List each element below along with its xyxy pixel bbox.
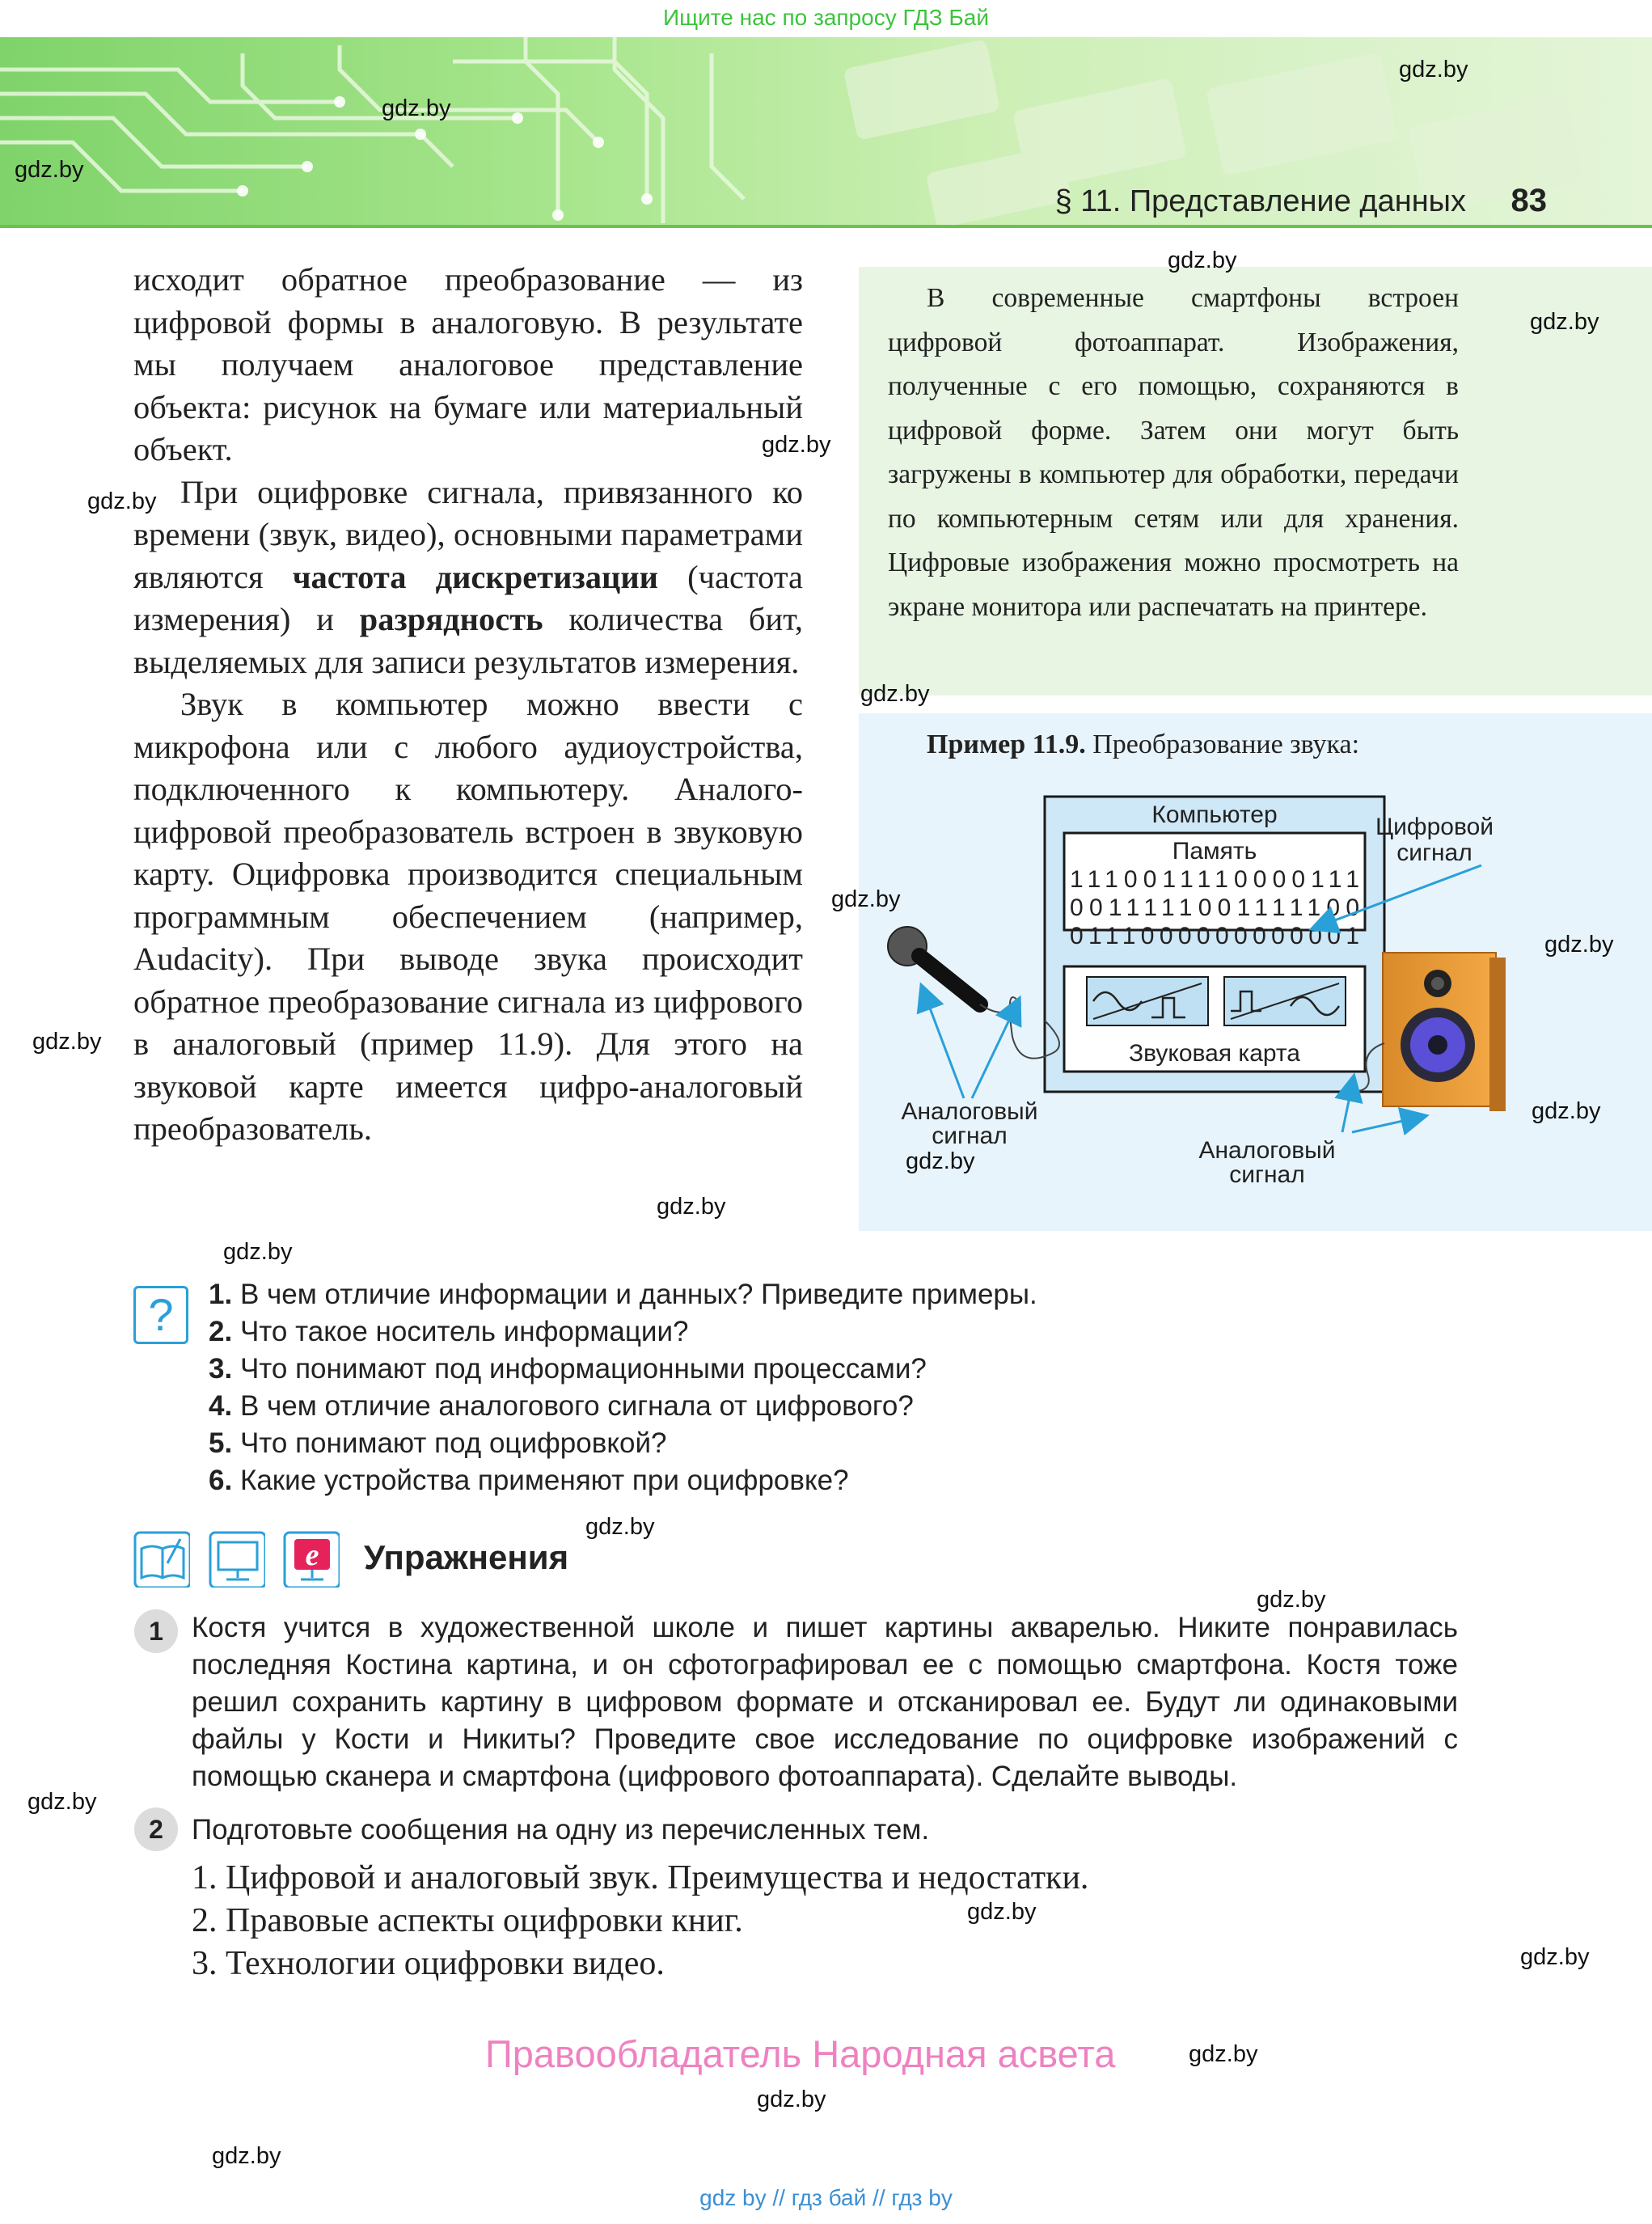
analog-signal-left-label-2: сигнал <box>932 1123 1008 1149</box>
watermark: gdz.by <box>27 1789 97 1815</box>
watermark: gdz.by <box>585 1514 655 1540</box>
copyright-notice: Правообладатель Народная асвета <box>485 2032 1116 2075</box>
watermark: gdz.by <box>1399 57 1468 82</box>
top-search-note: Ищите нас по запросу ГДЗ Бай <box>662 5 990 30</box>
memory-label: Память <box>1172 838 1257 865</box>
sound-conversion-diagram <box>859 776 1652 1229</box>
example-title: Пример 11.9. Преобразование звука: <box>927 729 1360 759</box>
analog-signal-left-label-1: Аналоговый <box>901 1098 1038 1125</box>
exercise-1-badge: 1 <box>134 1609 178 1653</box>
main-paragraph-1: исходит обратное преобразование — из цифровой формы в аналоговую. В результате мы получаем аналоговое представление объекта: рисунок на бумаге или материальный объект. <box>133 261 803 467</box>
watermark: gdz.by <box>1257 1587 1326 1613</box>
header-rule <box>0 225 1652 228</box>
digital-signal-label-2: сигнал <box>1396 839 1472 866</box>
watermark: gdz.by <box>87 488 157 514</box>
watermark: gdz.by <box>212 2143 281 2169</box>
term-bit-depth: разрядность <box>359 601 543 637</box>
list-item: 1. Цифровой и аналоговый звук. Преимущества и недостатки. <box>192 1859 1089 1896</box>
computer-icon <box>209 1531 265 1588</box>
watermark: gdz.by <box>382 95 451 121</box>
watermark: gdz.by <box>32 1029 102 1055</box>
question-list <box>209 1276 1037 1499</box>
watermark: gdz.by <box>1544 932 1614 958</box>
binary-line-1: 1110011110000111 <box>1070 866 1359 893</box>
arrow-analog-left-2 <box>972 1000 1019 1098</box>
exercise-2-text: Подготовьте сообщения на одну из перечисленных тем. <box>192 1814 930 1846</box>
computer-label: Компьютер <box>1151 801 1278 828</box>
watermark: gdz.by <box>757 2087 826 2112</box>
main-text-column <box>133 259 803 1151</box>
binary-line-3: 0111000000000001 <box>1070 923 1359 949</box>
question-icon: ? <box>133 1286 188 1344</box>
sound-card-label: Звуковая карта <box>1129 1040 1300 1067</box>
watermark: gdz.by <box>1530 309 1599 335</box>
e-learning-icon <box>283 1531 340 1588</box>
term-sampling-rate: частота дискретизации <box>292 558 659 595</box>
watermark: gdz.by <box>657 1194 726 1220</box>
main-paragraph-2: При оцифровке сигнала, привязанного ко времени (звук, видео), основными параметрами являются частота дискретизации (частота измерения) и разрядность количества бит, выделяемых для записи результатов измерения. <box>133 473 803 680</box>
digital-signal-label-1: Цифровой <box>1375 814 1494 840</box>
list-item: 5. Что понимают под оцифровкой? <box>209 1427 667 1459</box>
exercise-1-text: Костя учится в художественной школе и пишет картины акварелью. Никите понравилась последняя Костина картина, и он сфотографировал ее с помощью смартфона. Костя тоже решил сохранить картину в цифровом формате и отсканировал ее. Будут ли одинаковыми файлы у Кости и Никиты? Проведите свое исследование по оцифровке изображений с помощью сканера и смартфона (цифрового фотоаппарата). Сделайте выводы. <box>192 1612 1458 1792</box>
watermark: gdz.by <box>223 1239 293 1265</box>
watermark: gdz.by <box>831 886 901 912</box>
watermark: gdz.by <box>967 1899 1037 1925</box>
book-icon <box>133 1531 190 1588</box>
analog-signal-right-label-1: Аналоговый <box>1198 1137 1336 1164</box>
list-item: 1. В чем отличие информации и данных? Приведите примеры. <box>209 1279 1037 1310</box>
page-number: 83 <box>1510 183 1547 218</box>
watermark: gdz.by <box>762 432 831 458</box>
watermark: gdz.by <box>906 1148 975 1174</box>
watermark: gdz.by <box>1189 2041 1258 2067</box>
list-item: 3. Технологии оцифровки видео. <box>192 1945 665 1982</box>
analog-signal-right-label-2: сигнал <box>1229 1161 1305 1188</box>
watermark: gdz.by <box>1168 247 1237 273</box>
list-item: 2. Что такое носитель информации? <box>209 1316 689 1347</box>
main-paragraph-3: Звук в компьютер можно ввести с микрофона или с любого аудиоустройства, подключенного к компьютеру. Аналого-цифровой преобразователь встроен в звуковую карту. Оцифровка производится специальным программным обеспечением (например, Audacity). При выводе звука происходит обратное преобразование сигнала из цифрового в аналоговый (пример 11.9). Для этого на звуковой карте имеется цифро-аналоговый преобразователь. <box>133 686 803 1147</box>
bottom-links[interactable]: gdz by // гдз бай // гдз by <box>699 2185 953 2210</box>
watermark: gdz.by <box>1520 1944 1590 1970</box>
list-item: 2. Правовые аспекты оцифровки книг. <box>192 1902 743 1939</box>
info-box-text: В современные смартфоны встроен цифровой фотоаппарат. Изображения, полученные с его помощью, сохраняются в цифровой форме. Затем они могут быть загружены в компьютер для обработки, передачи по компьютерным сетям или для хранения. Цифровые изображения можно просмотреть на экране монитора или распечатать на принтере. <box>888 283 1459 622</box>
arrow-analog-left-1 <box>922 987 964 1098</box>
watermark: gdz.by <box>860 681 930 707</box>
watermark: gdz.by <box>1532 1098 1601 1124</box>
exercise-2-badge: 2 <box>134 1808 178 1851</box>
watermark: gdz.by <box>15 157 84 183</box>
section-title: § 11. Представление данных <box>1054 184 1466 218</box>
list-item: 4. В чем отличие аналогового сигнала от цифрового? <box>209 1390 914 1422</box>
binary-line-2: 0011111001111100 <box>1070 894 1359 921</box>
arrow-analog-right-2 <box>1352 1116 1425 1132</box>
example-label: Пример 11.9. <box>927 729 1086 759</box>
list-item: 3. Что понимают под информационными процессами? <box>209 1353 927 1385</box>
list-item: 6. Какие устройства применяют при оцифровке? <box>209 1465 849 1496</box>
microphone-icon <box>888 927 1059 1059</box>
exercises-title: Упражнения <box>364 1538 569 1576</box>
e-letter: e <box>305 1538 319 1572</box>
topic-list <box>192 1857 1088 1985</box>
